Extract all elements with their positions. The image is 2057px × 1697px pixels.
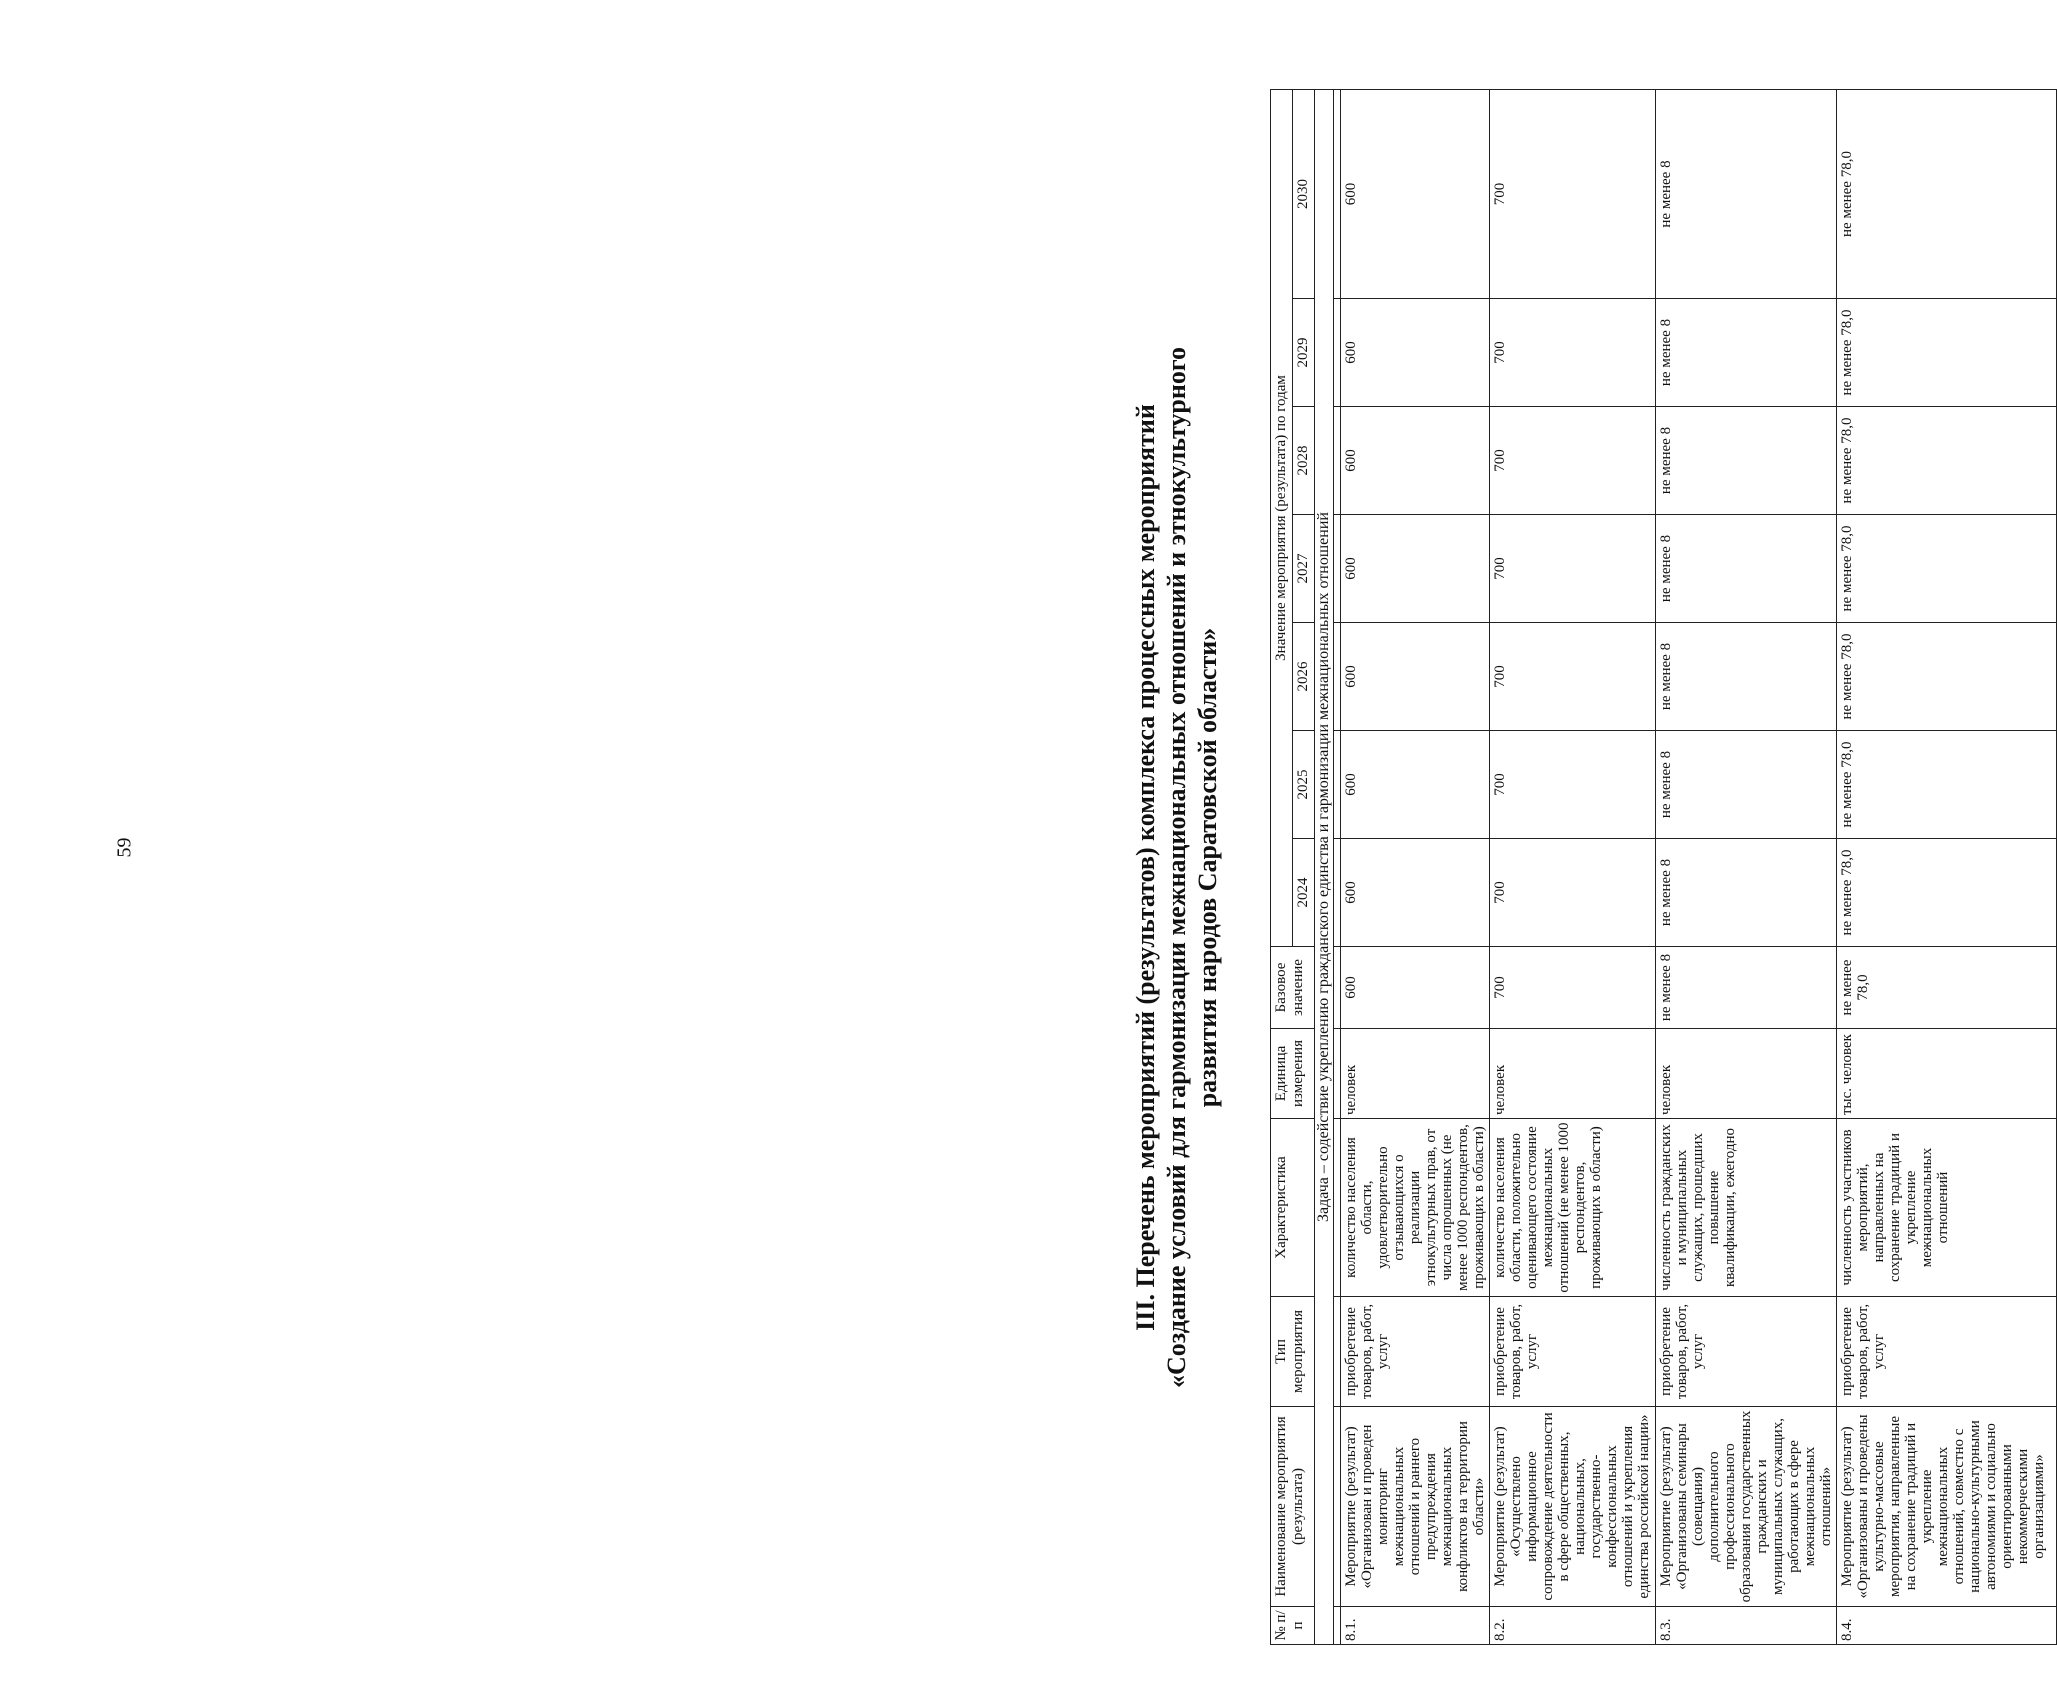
row-type: приобретение товаров, работ, услуг [1837, 1297, 2057, 1407]
row-num: 8.1. [1341, 1607, 1490, 1645]
row-value: не менее 8 [1656, 89, 1837, 298]
row-value: 700 [1490, 515, 1656, 623]
row-base: 700 [1490, 947, 1656, 1029]
row-characteristic: количество населения области, положительно оценивающего состояние межнациональных отношений (не менее 1000 респондентов, проживающих в области) [1490, 1119, 1656, 1297]
header-values-by-year: Значение мероприятия (результата) по годам [1271, 89, 1293, 946]
spacer-row [1334, 89, 1341, 1644]
page-number: 59 [113, 837, 136, 858]
row-unit: человек [1490, 1029, 1656, 1119]
header-name: Наименование мероприятия (результата) [1271, 1407, 1315, 1607]
row-value: 700 [1490, 407, 1656, 515]
row-value: 600 [1341, 89, 1490, 298]
row-type: приобретение товаров, работ, услуг [1341, 1297, 1490, 1407]
row-value: не менее 78,0 [1837, 839, 2057, 947]
row-unit: человек [1656, 1029, 1837, 1119]
header-row-1 [1271, 89, 1293, 1644]
header-characteristic: Характеристика [1271, 1119, 1315, 1297]
row-value: не менее 8 [1656, 515, 1837, 623]
header-year: 2025 [1293, 731, 1315, 839]
header-year: 2030 [1293, 89, 1315, 298]
header-unit: Единица измерения [1271, 1029, 1315, 1119]
row-characteristic: количество населения области, удовлетворительно отзывающихся о реализации этнокультурных прав, от числа опрошенных (не менее 1000 респондентов, проживающих в области) [1341, 1119, 1490, 1297]
measures-table [1270, 89, 2057, 1645]
row-value: 700 [1490, 731, 1656, 839]
page-title [1120, 90, 1270, 1645]
header-year: 2026 [1293, 623, 1315, 731]
row-value: не менее 78,0 [1837, 299, 2057, 407]
task-text: Задача – содействие укреплению гражданского единства и гармонизации межнациональных отношений [1315, 89, 1334, 1644]
header-year: 2028 [1293, 407, 1315, 515]
row-value: не менее 8 [1656, 839, 1837, 947]
rotated-page-content [1120, 90, 2047, 1645]
row-base: 600 [1341, 947, 1490, 1029]
task-row [1315, 89, 1334, 1644]
table-row [1837, 89, 2057, 1644]
row-num: 8.3. [1656, 1607, 1837, 1645]
row-value: 600 [1341, 407, 1490, 515]
row-value: не менее 78,0 [1837, 407, 2057, 515]
row-name: Мероприятие (результат) «Организован и проведен мониторинг межнациональных отношений и раннего предупреждения межнациональных конфликтов на территории области» [1341, 1407, 1490, 1607]
row-value: не менее 8 [1656, 731, 1837, 839]
row-characteristic: численность гражданских и муниципальных служащих, прошедших повышение квалификации, ежегодно [1656, 1119, 1837, 1297]
row-value: не менее 8 [1656, 623, 1837, 731]
row-value: 700 [1490, 839, 1656, 947]
row-value: не менее 78,0 [1837, 623, 2057, 731]
row-name: Мероприятие (результат) «Осуществлено информационное сопровождение деятельности в сфере общественных, национальных, государственно-конфессиональных отношений и укрепления единства российской нации» [1490, 1407, 1656, 1607]
title-line-2: «Создание условий для гармонизации межнациональных отношений и этнокультурного [1162, 347, 1191, 1389]
header-year: 2027 [1293, 515, 1315, 623]
row-value: не менее 8 [1656, 299, 1837, 407]
header-year: 2029 [1293, 299, 1315, 407]
title-line-1: III. Перечень мероприятий (результатов) комплекса процессных мероприятий [1131, 404, 1160, 1331]
row-value: не менее 8 [1656, 407, 1837, 515]
row-value: не менее 78,0 [1837, 89, 2057, 298]
row-name: Мероприятие (результат) «Организованы семинары (совещания) дополнительного профессионального образования государственных гражданских и муниципальных служащих, работающих в сфере межнациональных отношений» [1656, 1407, 1837, 1607]
row-num: 8.2. [1490, 1607, 1656, 1645]
row-value: 600 [1341, 839, 1490, 947]
row-base: не менее 78,0 [1837, 947, 2057, 1029]
table-row [1490, 89, 1656, 1644]
row-value: 700 [1490, 299, 1656, 407]
row-value: не менее 78,0 [1837, 515, 2057, 623]
header-year: 2024 [1293, 839, 1315, 947]
table-row [1656, 89, 1837, 1644]
row-unit: тыс. человек [1837, 1029, 2057, 1119]
row-name: Мероприятие (результат) «Организованы и проведены культурно-массовые мероприятия, направленные на сохранение традиций и укрепление межнациональных отношений, совместно с национально-культурными автономиями и социально ориентированными некоммерческими организациями» [1837, 1407, 2057, 1607]
title-line-3: развития народов Саратовской области» [1193, 627, 1222, 1108]
header-type: Тип мероприятия [1271, 1297, 1315, 1407]
row-value: не менее 78,0 [1837, 731, 2057, 839]
row-value: 700 [1490, 623, 1656, 731]
row-unit: человек [1341, 1029, 1490, 1119]
row-base: не менее 8 [1656, 947, 1837, 1029]
row-type: приобретение товаров, работ, услуг [1656, 1297, 1837, 1407]
row-value: 700 [1490, 89, 1656, 298]
row-type: приобретение товаров, работ, услуг [1490, 1297, 1656, 1407]
row-value: 600 [1341, 515, 1490, 623]
row-value: 600 [1341, 623, 1490, 731]
header-num: № п/п [1271, 1607, 1315, 1645]
row-num: 8.4. [1837, 1607, 2057, 1645]
header-base: Базовое значение [1271, 947, 1315, 1029]
row-value: 600 [1341, 299, 1490, 407]
table-row [1341, 89, 1490, 1644]
row-characteristic: численность участников мероприятий, направленных на сохранение традиций и укрепление межнациональных отношений [1837, 1119, 2057, 1297]
row-value: 600 [1341, 731, 1490, 839]
